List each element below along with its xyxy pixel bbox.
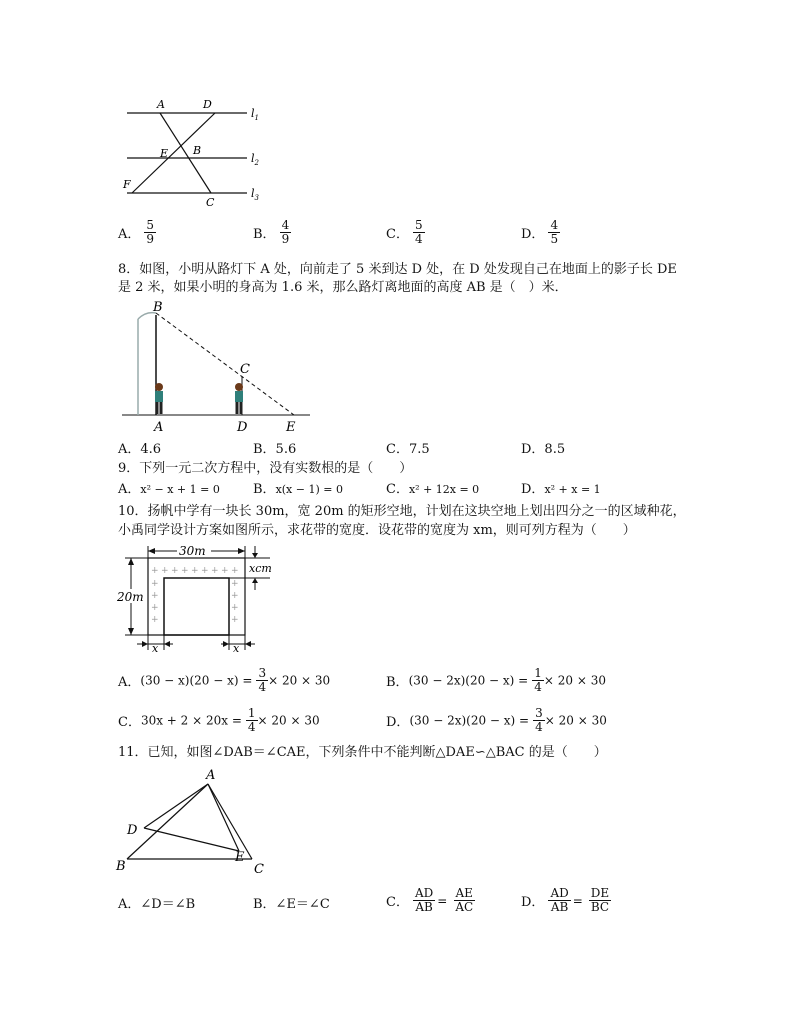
svg-text:+: + <box>151 603 159 613</box>
q7-a-label: A． <box>118 227 141 242</box>
q9-c-equation: x² + 12x = 0 <box>408 483 480 496</box>
height-arrow-top <box>128 558 134 565</box>
q9-option-c[interactable] <box>386 481 479 498</box>
q9-option-a[interactable] <box>118 481 220 498</box>
q10-option-d[interactable] <box>386 707 607 734</box>
q10-option-a[interactable] <box>118 667 330 694</box>
q10-a-lhs: (30 − x)(20 − x) = <box>140 673 253 688</box>
q11-d-fraction-1: $\frac{AD}{AB}$ <box>550 886 569 914</box>
bottom-x-arrow-right <box>223 641 229 647</box>
q10-option-b[interactable] <box>386 667 606 694</box>
q7-option-d[interactable] <box>521 219 560 246</box>
label-F: F <box>123 178 131 191</box>
width-arrow-right <box>238 548 245 554</box>
q9-c-label: C． <box>386 482 409 497</box>
q8-stem-line2: 是 2 米，如果小明的身高为 1.6 米，那么路灯离地面的高度 AB 是（ ）米． <box>118 280 568 295</box>
segment-AC <box>208 784 252 859</box>
height-label: 20m <box>117 590 144 604</box>
label-D: D <box>127 823 138 838</box>
bottom-x-arrow-left <box>142 641 148 647</box>
q7-d-label: D． <box>521 227 545 242</box>
svg-text:+: + <box>201 566 209 576</box>
label-l3: $l_3$ <box>251 187 259 202</box>
segment-AB <box>127 784 208 859</box>
q11-c-fraction-1: $\frac{AD}{AB}$ <box>414 886 434 914</box>
q7-d-fraction: $\frac{4}{5}$ <box>550 218 559 246</box>
person-at-A <box>155 383 163 414</box>
flower-bed-figure <box>115 540 285 655</box>
svg-text:+: + <box>221 566 229 576</box>
street-lamp-figure <box>118 297 318 437</box>
q10-d-label: D． <box>386 715 410 730</box>
q10-d-rhs: × 20 × 30 <box>544 713 607 728</box>
label-E: E <box>160 147 169 160</box>
segment-AD <box>144 784 208 828</box>
q9-stem: 9．下列一元二次方程中，没有实数根的是（ ） <box>118 461 413 476</box>
q9-d-equation: x² + x = 1 <box>544 483 601 496</box>
q7-option-b[interactable] <box>253 219 291 246</box>
width-arrow-left <box>148 548 155 554</box>
bottom-x-label-right: x <box>233 642 240 655</box>
q11-option-b[interactable]: B．∠E＝∠C <box>253 897 330 912</box>
segment-DF <box>132 113 215 193</box>
q10-c-lhs: 30x + 2 × 20x = <box>140 713 242 728</box>
xcm-label: xcm <box>249 562 272 575</box>
q11-option-c[interactable] <box>386 887 475 914</box>
q11-option-d[interactable] <box>521 887 611 914</box>
q10-b-rhs: × 20 × 30 <box>543 673 606 688</box>
q8-option-b[interactable]: B．5.6 <box>253 442 297 457</box>
q9-option-d[interactable] <box>521 481 601 498</box>
q11-d-equals: = <box>572 893 583 908</box>
q7-c-label: C． <box>386 227 409 242</box>
parallel-lines-figure <box>115 95 275 210</box>
label-A: A <box>154 420 164 435</box>
q7-b-label: B． <box>253 227 276 242</box>
q11-stem: 11．已知，如图∠DAB＝∠CAE，下列条件中不能判断△DAE∽△BAC 的是（ ） <box>118 745 607 760</box>
q9-a-label: A． <box>118 482 141 497</box>
label-A: A <box>206 768 216 783</box>
q10-a-label: A． <box>118 675 141 690</box>
q11-c-fraction-2: $\frac{AE}{AC}$ <box>455 886 474 914</box>
q10-b-lhs: (30 − 2x)(20 − x) = <box>408 673 529 688</box>
label-A: A <box>157 98 165 111</box>
q9-a-equation: x² − x + 1 = 0 <box>140 483 220 496</box>
label-B: B <box>116 859 126 874</box>
svg-text:+: + <box>161 566 169 576</box>
person-at-D <box>235 383 243 414</box>
svg-text:+: + <box>151 615 159 625</box>
svg-text:+: + <box>171 566 179 576</box>
q7-option-a[interactable] <box>118 219 156 246</box>
q11-d-label: D． <box>521 895 545 910</box>
svg-text:+: + <box>191 566 199 576</box>
width-label: 30m <box>179 544 206 558</box>
q10-b-fraction: $\frac{1}{4}$ <box>534 666 542 694</box>
q11-option-a[interactable]: A．∠D＝∠B <box>118 897 196 912</box>
q10-d-fraction: $\frac{3}{4}$ <box>535 706 543 734</box>
label-C: C <box>240 362 250 377</box>
segment-AE <box>208 784 239 851</box>
q10-stem-line2: 小禹同学设计方案如图所示，求花带的宽度．设花带的宽度为 xm，则可列方程为（ ） <box>118 523 636 538</box>
q11-c-equals: = <box>437 893 448 908</box>
label-C: C <box>254 862 264 877</box>
label-l2: $l_2$ <box>251 152 259 167</box>
svg-text:+: + <box>231 591 239 601</box>
bottom-x-arrow-left2 <box>164 641 170 647</box>
q7-c-fraction: $\frac{5}{4}$ <box>414 218 423 246</box>
q10-option-c[interactable] <box>118 707 320 734</box>
svg-text:+: + <box>151 591 159 601</box>
label-D: D <box>237 420 248 435</box>
segment-DE <box>144 828 239 851</box>
q7-option-c[interactable] <box>386 219 425 246</box>
q9-option-b[interactable] <box>253 481 343 498</box>
q9-b-equation: x(x − 1) = 0 <box>275 483 343 496</box>
q9-b-label: B． <box>253 482 276 497</box>
svg-text:+: + <box>231 603 239 613</box>
q11-c-label: C． <box>386 895 409 910</box>
shadow-ray <box>156 313 294 415</box>
label-E: E <box>235 850 245 865</box>
q10-b-label: B． <box>386 675 409 690</box>
q10-a-fraction: $\frac{3}{4}$ <box>258 666 267 694</box>
label-l1: $l_1$ <box>251 107 259 122</box>
triangle-figure <box>112 766 282 881</box>
label-E: E <box>286 420 296 435</box>
bottom-x-arrow-right2 <box>245 641 251 647</box>
q8-option-d[interactable]: D．8.5 <box>521 442 566 457</box>
q8-stem-line1: 8．如图，小明从路灯下 A 处，向前走了 5 米到达 D 处，在 D 处发现自己在地面上的影子长 DE <box>118 262 677 277</box>
q10-c-fraction: $\frac{1}{4}$ <box>247 706 256 734</box>
q10-stem-line1: 10．扬帆中学有一块长 30m，宽 20m 的矩形空地，计划在这块空地上划出四分之一的区域种花， <box>118 504 686 519</box>
svg-text:+: + <box>231 579 239 589</box>
label-C: C <box>206 196 215 209</box>
svg-text:+: + <box>211 566 219 576</box>
svg-text:+: + <box>151 566 159 576</box>
label-B: B <box>153 300 163 315</box>
label-B: B <box>193 144 202 157</box>
q8-option-c[interactable]: C．7.5 <box>386 442 430 457</box>
q10-c-label: C． <box>118 715 141 730</box>
label-D: D <box>203 98 212 111</box>
q11-d-fraction-2: $\frac{DE}{BC}$ <box>590 886 610 914</box>
svg-text:+: + <box>231 615 239 625</box>
q10-d-lhs: (30 − 2x)(20 − x) = <box>409 713 530 728</box>
q9-d-label: D． <box>521 482 545 497</box>
q10-c-rhs: × 20 × 30 <box>257 713 320 728</box>
q8-option-a[interactable]: A．4.6 <box>118 442 162 457</box>
q10-a-rhs: × 20 × 30 <box>268 673 331 688</box>
inner-rectangle <box>164 578 229 635</box>
svg-text:+: + <box>181 566 189 576</box>
q7-b-fraction: $\frac{4}{9}$ <box>281 218 290 246</box>
q7-a-fraction: $\frac{5}{9}$ <box>146 218 155 246</box>
svg-text:+: + <box>151 579 159 589</box>
bottom-x-label-left: x <box>152 642 159 655</box>
height-arrow-bottom <box>128 628 134 635</box>
svg-text:+: + <box>231 566 239 576</box>
